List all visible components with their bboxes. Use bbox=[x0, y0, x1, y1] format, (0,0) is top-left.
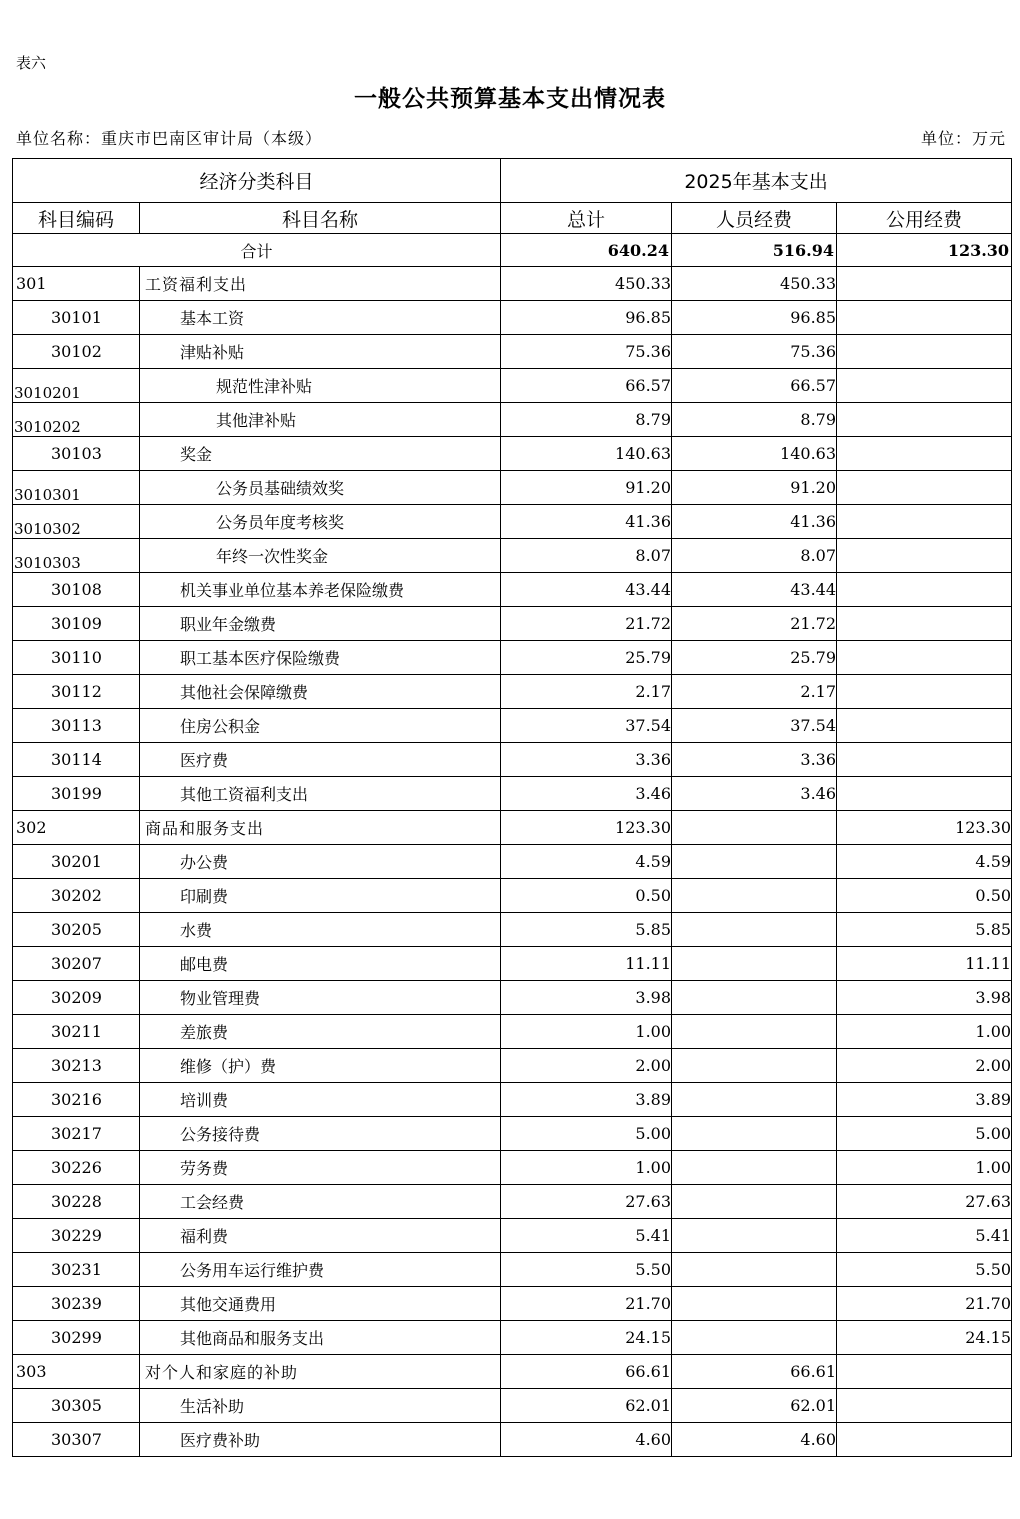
row-total: 4.60 bbox=[501, 1423, 672, 1457]
table-row bbox=[13, 1151, 1012, 1185]
table-row bbox=[13, 301, 1012, 335]
row-total: 66.61 bbox=[501, 1355, 672, 1389]
row-code: 30112 bbox=[13, 675, 140, 709]
row-name: 邮电费 bbox=[140, 947, 501, 981]
row-total: 3.89 bbox=[501, 1083, 672, 1117]
row-code: 30307 bbox=[13, 1423, 140, 1457]
table-row bbox=[13, 437, 1012, 471]
row-code: 30202 bbox=[13, 879, 140, 913]
row-name: 印刷费 bbox=[140, 879, 501, 913]
row-total: 450.33 bbox=[501, 267, 672, 301]
row-public bbox=[837, 505, 1012, 539]
row-code: 30113 bbox=[13, 709, 140, 743]
row-code: 30103 bbox=[13, 437, 140, 471]
row-personnel: 3.36 bbox=[672, 743, 837, 777]
row-code: 30209 bbox=[13, 981, 140, 1015]
row-personnel: 8.79 bbox=[672, 403, 837, 437]
row-name: 差旅费 bbox=[140, 1015, 501, 1049]
table-row bbox=[13, 607, 1012, 641]
row-total: 140.63 bbox=[501, 437, 672, 471]
row-name: 其他交通费用 bbox=[140, 1287, 501, 1321]
row-name: 对个人和家庭的补助 bbox=[140, 1355, 501, 1389]
budget-table bbox=[12, 158, 1012, 1457]
row-public bbox=[837, 1355, 1012, 1389]
row-public: 5.41 bbox=[837, 1219, 1012, 1253]
row-total: 0.50 bbox=[501, 879, 672, 913]
table-row bbox=[13, 335, 1012, 369]
row-public bbox=[837, 777, 1012, 811]
row-code: 301 bbox=[13, 267, 140, 301]
row-personnel: 8.07 bbox=[672, 539, 837, 573]
row-code: 30239 bbox=[13, 1287, 140, 1321]
row-total: 37.54 bbox=[501, 709, 672, 743]
header-basic-expenditure: 2025年基本支出 bbox=[501, 159, 1012, 203]
row-personnel bbox=[672, 981, 837, 1015]
table-body bbox=[13, 267, 1012, 1457]
row-total: 3.98 bbox=[501, 981, 672, 1015]
row-personnel: 37.54 bbox=[672, 709, 837, 743]
row-public bbox=[837, 403, 1012, 437]
row-personnel bbox=[672, 1287, 837, 1321]
row-code: 30101 bbox=[13, 301, 140, 335]
row-name: 住房公积金 bbox=[140, 709, 501, 743]
row-public bbox=[837, 709, 1012, 743]
row-code: 302 bbox=[13, 811, 140, 845]
header-name: 科目名称 bbox=[140, 203, 501, 234]
row-name: 职工基本医疗保险缴费 bbox=[140, 641, 501, 675]
table-row bbox=[13, 471, 1012, 505]
row-total: 5.41 bbox=[501, 1219, 672, 1253]
row-name: 基本工资 bbox=[140, 301, 501, 335]
table-number: 表六 bbox=[16, 54, 47, 72]
row-public bbox=[837, 573, 1012, 607]
row-personnel bbox=[672, 947, 837, 981]
table-row bbox=[13, 1083, 1012, 1117]
row-personnel bbox=[672, 1083, 837, 1117]
table-row bbox=[13, 1049, 1012, 1083]
row-code: 3010202 bbox=[13, 403, 140, 437]
row-name: 其他社会保障缴费 bbox=[140, 675, 501, 709]
row-personnel: 75.36 bbox=[672, 335, 837, 369]
row-public bbox=[837, 1423, 1012, 1457]
row-code: 30109 bbox=[13, 607, 140, 641]
row-name: 维修（护）费 bbox=[140, 1049, 501, 1083]
row-personnel: 91.20 bbox=[672, 471, 837, 505]
row-name: 福利费 bbox=[140, 1219, 501, 1253]
row-total: 8.07 bbox=[501, 539, 672, 573]
row-public: 21.70 bbox=[837, 1287, 1012, 1321]
row-personnel: 2.17 bbox=[672, 675, 837, 709]
row-personnel: 4.60 bbox=[672, 1423, 837, 1457]
row-personnel bbox=[672, 1185, 837, 1219]
row-public: 1.00 bbox=[837, 1151, 1012, 1185]
table-row bbox=[13, 1321, 1012, 1355]
header-economic-category: 经济分类科目 bbox=[13, 159, 501, 203]
table-row bbox=[13, 369, 1012, 403]
row-total: 5.00 bbox=[501, 1117, 672, 1151]
row-public: 4.59 bbox=[837, 845, 1012, 879]
row-name: 奖金 bbox=[140, 437, 501, 471]
table-row bbox=[13, 1355, 1012, 1389]
row-personnel bbox=[672, 811, 837, 845]
row-total: 1.00 bbox=[501, 1015, 672, 1049]
header-personnel: 人员经费 bbox=[672, 203, 837, 234]
table-row bbox=[13, 947, 1012, 981]
header-code: 科目编码 bbox=[13, 203, 140, 234]
row-personnel: 66.57 bbox=[672, 369, 837, 403]
row-code: 30114 bbox=[13, 743, 140, 777]
row-personnel: 21.72 bbox=[672, 607, 837, 641]
header-row-group bbox=[13, 159, 1012, 203]
row-name: 生活补助 bbox=[140, 1389, 501, 1423]
row-public: 11.11 bbox=[837, 947, 1012, 981]
row-total: 41.36 bbox=[501, 505, 672, 539]
row-public bbox=[837, 607, 1012, 641]
row-personnel bbox=[672, 913, 837, 947]
row-total: 2.17 bbox=[501, 675, 672, 709]
row-personnel: 41.36 bbox=[672, 505, 837, 539]
row-code: 30299 bbox=[13, 1321, 140, 1355]
row-public bbox=[837, 675, 1012, 709]
page-title: 一般公共预算基本支出情况表 bbox=[354, 85, 666, 112]
table-row bbox=[13, 1287, 1012, 1321]
table-row bbox=[13, 743, 1012, 777]
row-total: 4.59 bbox=[501, 845, 672, 879]
row-name: 公务员年度考核奖 bbox=[140, 505, 501, 539]
row-total: 25.79 bbox=[501, 641, 672, 675]
row-total: 21.72 bbox=[501, 607, 672, 641]
row-code: 30110 bbox=[13, 641, 140, 675]
row-name: 公务员基础绩效奖 bbox=[140, 471, 501, 505]
row-personnel: 66.61 bbox=[672, 1355, 837, 1389]
row-personnel: 140.63 bbox=[672, 437, 837, 471]
row-public: 3.98 bbox=[837, 981, 1012, 1015]
row-personnel: 43.44 bbox=[672, 573, 837, 607]
row-code: 30102 bbox=[13, 335, 140, 369]
row-name: 津贴补贴 bbox=[140, 335, 501, 369]
table-row bbox=[13, 1015, 1012, 1049]
row-total: 8.79 bbox=[501, 403, 672, 437]
row-name: 规范性津补贴 bbox=[140, 369, 501, 403]
row-public: 0.50 bbox=[837, 879, 1012, 913]
row-total: 5.50 bbox=[501, 1253, 672, 1287]
row-name: 其他工资福利支出 bbox=[140, 777, 501, 811]
table-row bbox=[13, 675, 1012, 709]
row-public bbox=[837, 539, 1012, 573]
row-personnel bbox=[672, 1253, 837, 1287]
row-public bbox=[837, 437, 1012, 471]
row-code: 3010201 bbox=[13, 369, 140, 403]
row-personnel: 3.46 bbox=[672, 777, 837, 811]
row-public: 5.50 bbox=[837, 1253, 1012, 1287]
table-row bbox=[13, 1253, 1012, 1287]
row-name: 物业管理费 bbox=[140, 981, 501, 1015]
row-name: 工资福利支出 bbox=[140, 267, 501, 301]
total-public: 123.30 bbox=[837, 234, 1012, 267]
row-name: 公务用车运行维护费 bbox=[140, 1253, 501, 1287]
row-code: 30108 bbox=[13, 573, 140, 607]
row-public bbox=[837, 471, 1012, 505]
table-row bbox=[13, 1423, 1012, 1457]
row-code: 3010301 bbox=[13, 471, 140, 505]
table-row bbox=[13, 777, 1012, 811]
row-total: 5.85 bbox=[501, 913, 672, 947]
row-code: 30228 bbox=[13, 1185, 140, 1219]
row-personnel bbox=[672, 845, 837, 879]
row-total: 96.85 bbox=[501, 301, 672, 335]
row-name: 劳务费 bbox=[140, 1151, 501, 1185]
row-total: 2.00 bbox=[501, 1049, 672, 1083]
row-total: 21.70 bbox=[501, 1287, 672, 1321]
table-row bbox=[13, 913, 1012, 947]
table-row bbox=[13, 845, 1012, 879]
row-code: 303 bbox=[13, 1355, 140, 1389]
row-name: 医疗费 bbox=[140, 743, 501, 777]
row-name: 年终一次性奖金 bbox=[140, 539, 501, 573]
row-public: 24.15 bbox=[837, 1321, 1012, 1355]
row-name: 培训费 bbox=[140, 1083, 501, 1117]
row-code: 30211 bbox=[13, 1015, 140, 1049]
row-name: 其他商品和服务支出 bbox=[140, 1321, 501, 1355]
row-total: 11.11 bbox=[501, 947, 672, 981]
row-code: 30199 bbox=[13, 777, 140, 811]
table-row bbox=[13, 879, 1012, 913]
table-row bbox=[13, 811, 1012, 845]
row-personnel bbox=[672, 879, 837, 913]
row-code: 30213 bbox=[13, 1049, 140, 1083]
table-row bbox=[13, 1219, 1012, 1253]
row-public: 3.89 bbox=[837, 1083, 1012, 1117]
row-name: 水费 bbox=[140, 913, 501, 947]
row-personnel: 25.79 bbox=[672, 641, 837, 675]
row-public bbox=[837, 267, 1012, 301]
row-public: 2.00 bbox=[837, 1049, 1012, 1083]
table-row bbox=[13, 641, 1012, 675]
row-total: 27.63 bbox=[501, 1185, 672, 1219]
row-total: 91.20 bbox=[501, 471, 672, 505]
row-total: 43.44 bbox=[501, 573, 672, 607]
row-code: 30226 bbox=[13, 1151, 140, 1185]
total-label: 合计 bbox=[13, 234, 501, 267]
table-row bbox=[13, 505, 1012, 539]
table-row bbox=[13, 1117, 1012, 1151]
header-total: 总计 bbox=[501, 203, 672, 234]
row-name: 其他津补贴 bbox=[140, 403, 501, 437]
row-personnel bbox=[672, 1117, 837, 1151]
row-public: 5.00 bbox=[837, 1117, 1012, 1151]
row-code: 3010303 bbox=[13, 539, 140, 573]
unit-name-label: 单位名称：重庆市巴南区审计局（本级） bbox=[16, 129, 323, 148]
row-code: 30207 bbox=[13, 947, 140, 981]
total-personnel: 516.94 bbox=[672, 234, 837, 267]
row-code: 3010302 bbox=[13, 505, 140, 539]
row-code: 30205 bbox=[13, 913, 140, 947]
currency-unit-label: 单位：万元 bbox=[920, 129, 1006, 148]
row-personnel: 62.01 bbox=[672, 1389, 837, 1423]
row-public: 123.30 bbox=[837, 811, 1012, 845]
row-public: 1.00 bbox=[837, 1015, 1012, 1049]
header-public: 公用经费 bbox=[837, 203, 1012, 234]
row-name: 职业年金缴费 bbox=[140, 607, 501, 641]
row-name: 办公费 bbox=[140, 845, 501, 879]
row-personnel bbox=[672, 1151, 837, 1185]
row-total: 66.57 bbox=[501, 369, 672, 403]
table-row bbox=[13, 981, 1012, 1015]
row-public bbox=[837, 1389, 1012, 1423]
row-code: 30229 bbox=[13, 1219, 140, 1253]
row-code: 30217 bbox=[13, 1117, 140, 1151]
row-code: 30231 bbox=[13, 1253, 140, 1287]
header-row-columns bbox=[13, 203, 1012, 234]
row-personnel bbox=[672, 1015, 837, 1049]
row-total: 3.46 bbox=[501, 777, 672, 811]
table-row bbox=[13, 573, 1012, 607]
table-row bbox=[13, 403, 1012, 437]
table-row bbox=[13, 539, 1012, 573]
row-personnel bbox=[672, 1321, 837, 1355]
row-public bbox=[837, 641, 1012, 675]
row-total: 3.36 bbox=[501, 743, 672, 777]
row-total: 123.30 bbox=[501, 811, 672, 845]
row-name: 公务接待费 bbox=[140, 1117, 501, 1151]
row-personnel: 450.33 bbox=[672, 267, 837, 301]
table-row bbox=[13, 1185, 1012, 1219]
row-public bbox=[837, 335, 1012, 369]
row-code: 30201 bbox=[13, 845, 140, 879]
row-name: 商品和服务支出 bbox=[140, 811, 501, 845]
row-code: 30305 bbox=[13, 1389, 140, 1423]
row-name: 机关事业单位基本养老保险缴费 bbox=[140, 573, 501, 607]
row-personnel bbox=[672, 1049, 837, 1083]
table-row bbox=[13, 709, 1012, 743]
row-total: 24.15 bbox=[501, 1321, 672, 1355]
row-name: 医疗费补助 bbox=[140, 1423, 501, 1457]
row-public bbox=[837, 369, 1012, 403]
table-row bbox=[13, 1389, 1012, 1423]
row-public: 5.85 bbox=[837, 913, 1012, 947]
total-sum: 640.24 bbox=[501, 234, 672, 267]
row-personnel: 96.85 bbox=[672, 301, 837, 335]
row-public bbox=[837, 743, 1012, 777]
total-row bbox=[13, 234, 1012, 267]
row-total: 62.01 bbox=[501, 1389, 672, 1423]
row-total: 1.00 bbox=[501, 1151, 672, 1185]
row-public: 27.63 bbox=[837, 1185, 1012, 1219]
row-personnel bbox=[672, 1219, 837, 1253]
table-row bbox=[13, 267, 1012, 301]
row-public bbox=[837, 301, 1012, 335]
row-total: 75.36 bbox=[501, 335, 672, 369]
row-code: 30216 bbox=[13, 1083, 140, 1117]
row-name: 工会经费 bbox=[140, 1185, 501, 1219]
